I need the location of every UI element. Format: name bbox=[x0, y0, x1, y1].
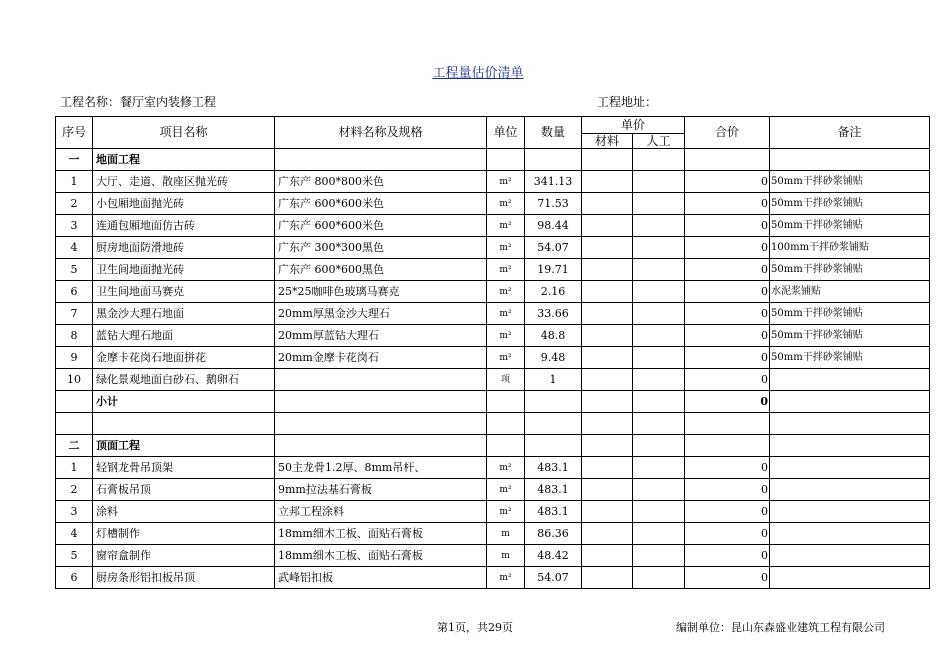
empty-cell bbox=[582, 391, 633, 413]
table-row bbox=[56, 303, 930, 325]
row-seq: 1 bbox=[56, 457, 93, 479]
row-material-price bbox=[582, 237, 633, 259]
table-row bbox=[56, 567, 930, 589]
row-item-name: 涂料 bbox=[93, 501, 275, 523]
subtotal-label: 小计 bbox=[93, 391, 275, 413]
section-number: 二 bbox=[56, 435, 93, 457]
row-remark bbox=[770, 457, 930, 479]
row-quantity: 483.1 bbox=[525, 479, 582, 501]
row-total: 0 bbox=[685, 325, 770, 347]
row-seq: 8 bbox=[56, 325, 93, 347]
row-item-name: 卫生间地面马赛克 bbox=[93, 281, 275, 303]
empty-cell bbox=[770, 413, 930, 435]
empty-cell bbox=[633, 435, 685, 457]
row-item-name: 轻钢龙骨吊顶架 bbox=[93, 457, 275, 479]
row-total: 0 bbox=[685, 193, 770, 215]
row-material-spec: 广东产 600*600米色 bbox=[275, 215, 487, 237]
blank-row bbox=[56, 413, 930, 435]
table-row bbox=[56, 479, 930, 501]
empty-cell bbox=[582, 413, 633, 435]
row-material-spec: 广东产 800*800米色 bbox=[275, 171, 487, 193]
row-item-name: 厨房条形铝扣板吊顶 bbox=[93, 567, 275, 589]
row-seq: 10 bbox=[56, 369, 93, 391]
row-unit: m² bbox=[487, 567, 525, 589]
row-total: 0 bbox=[685, 567, 770, 589]
row-quantity: 483.1 bbox=[525, 457, 582, 479]
header-labor: 人工 bbox=[633, 134, 685, 149]
row-seq: 4 bbox=[56, 523, 93, 545]
section-number: 一 bbox=[56, 149, 93, 171]
row-seq: 6 bbox=[56, 567, 93, 589]
empty-cell bbox=[770, 435, 930, 457]
row-material-spec: 武峰铝扣板 bbox=[275, 567, 487, 589]
row-material-price bbox=[582, 545, 633, 567]
header-remark: 备注 bbox=[770, 117, 930, 149]
row-remark bbox=[770, 369, 930, 391]
empty-cell bbox=[487, 149, 525, 171]
empty-cell bbox=[525, 391, 582, 413]
table-row bbox=[56, 545, 930, 567]
row-unit: m bbox=[487, 523, 525, 545]
page-number: 第1页，共29页 bbox=[437, 621, 513, 634]
row-material-price bbox=[582, 501, 633, 523]
row-item-name: 金摩卡花岗石地面拼花 bbox=[93, 347, 275, 369]
row-item-name: 灯槽制作 bbox=[93, 523, 275, 545]
row-material-price bbox=[582, 347, 633, 369]
row-labor-price bbox=[633, 567, 685, 589]
header-unit: 单位 bbox=[487, 117, 525, 149]
row-total: 0 bbox=[685, 171, 770, 193]
row-unit: m² bbox=[487, 281, 525, 303]
section-name: 地面工程 bbox=[93, 149, 275, 171]
row-remark bbox=[770, 523, 930, 545]
row-item-name: 连通包厢地面仿古砖 bbox=[93, 215, 275, 237]
table-row bbox=[56, 347, 930, 369]
row-quantity: 9.48 bbox=[525, 347, 582, 369]
row-unit: m² bbox=[487, 501, 525, 523]
row-seq: 1 bbox=[56, 171, 93, 193]
row-remark: 水泥浆铺贴 bbox=[770, 281, 930, 303]
row-item-name: 卫生间地面抛光砖 bbox=[93, 259, 275, 281]
row-labor-price bbox=[633, 193, 685, 215]
row-remark bbox=[770, 479, 930, 501]
row-quantity: 48.8 bbox=[525, 325, 582, 347]
row-quantity: 54.07 bbox=[525, 237, 582, 259]
row-remark: 50mm干拌砂浆铺贴 bbox=[770, 171, 930, 193]
row-seq: 3 bbox=[56, 215, 93, 237]
empty-cell bbox=[93, 413, 275, 435]
row-material-price bbox=[582, 259, 633, 281]
row-total: 0 bbox=[685, 457, 770, 479]
table-row bbox=[56, 237, 930, 259]
row-remark: 50mm干拌砂浆铺贴 bbox=[770, 325, 930, 347]
row-total: 0 bbox=[685, 369, 770, 391]
row-seq: 5 bbox=[56, 545, 93, 567]
empty-cell bbox=[275, 149, 487, 171]
row-unit: 项 bbox=[487, 369, 525, 391]
row-seq: 2 bbox=[56, 479, 93, 501]
empty-cell bbox=[582, 149, 633, 171]
row-material-price bbox=[582, 193, 633, 215]
row-unit: m² bbox=[487, 215, 525, 237]
subtotal-value: 0 bbox=[685, 391, 770, 413]
row-material-spec: 20mm金摩卡花岗石 bbox=[275, 347, 487, 369]
row-item-name: 小包厢地面抛光砖 bbox=[93, 193, 275, 215]
row-labor-price bbox=[633, 215, 685, 237]
empty-cell bbox=[633, 413, 685, 435]
row-seq: 2 bbox=[56, 193, 93, 215]
row-seq: 7 bbox=[56, 303, 93, 325]
row-material-spec: 25*25咖啡色玻璃马赛克 bbox=[275, 281, 487, 303]
row-remark: 50mm干拌砂浆铺贴 bbox=[770, 215, 930, 237]
header-quantity: 数量 bbox=[525, 117, 582, 149]
row-material-price bbox=[582, 325, 633, 347]
row-seq: 6 bbox=[56, 281, 93, 303]
row-seq: 3 bbox=[56, 501, 93, 523]
row-material-spec bbox=[275, 369, 487, 391]
empty-cell bbox=[275, 435, 487, 457]
row-seq: 5 bbox=[56, 259, 93, 281]
row-total: 0 bbox=[685, 347, 770, 369]
empty-cell bbox=[487, 413, 525, 435]
row-quantity: 2.16 bbox=[525, 281, 582, 303]
row-labor-price bbox=[633, 347, 685, 369]
estimate-table bbox=[55, 116, 930, 589]
row-quantity: 86.36 bbox=[525, 523, 582, 545]
empty-cell bbox=[582, 435, 633, 457]
row-total: 0 bbox=[685, 281, 770, 303]
table-row bbox=[56, 501, 930, 523]
header-material: 材料 bbox=[582, 134, 633, 149]
row-labor-price bbox=[633, 259, 685, 281]
row-labor-price bbox=[633, 523, 685, 545]
empty-cell bbox=[487, 391, 525, 413]
row-quantity: 54.07 bbox=[525, 567, 582, 589]
row-material-spec: 20mm厚蓝钻大理石 bbox=[275, 325, 487, 347]
row-labor-price bbox=[633, 325, 685, 347]
row-quantity: 48.42 bbox=[525, 545, 582, 567]
row-labor-price bbox=[633, 479, 685, 501]
header-unit-price: 单价 bbox=[582, 117, 685, 134]
document-title: 工程量估价清单 bbox=[432, 66, 524, 81]
row-quantity: 19.71 bbox=[525, 259, 582, 281]
row-material-price bbox=[582, 303, 633, 325]
row-material-spec: 20mm厚黑金沙大理石 bbox=[275, 303, 487, 325]
row-item-name: 黑金沙大理石地面 bbox=[93, 303, 275, 325]
row-quantity: 1 bbox=[525, 369, 582, 391]
empty-cell bbox=[685, 413, 770, 435]
row-remark bbox=[770, 545, 930, 567]
row-remark: 50mm干拌砂浆铺贴 bbox=[770, 303, 930, 325]
row-material-price bbox=[582, 457, 633, 479]
row-material-price bbox=[582, 479, 633, 501]
row-unit: m² bbox=[487, 479, 525, 501]
row-seq: 9 bbox=[56, 347, 93, 369]
empty-cell bbox=[525, 413, 582, 435]
row-material-spec: 18mm细木工板、面贴石膏板 bbox=[275, 523, 487, 545]
project-address: 工程地址： bbox=[597, 95, 658, 109]
row-labor-price bbox=[633, 369, 685, 391]
row-seq: 4 bbox=[56, 237, 93, 259]
empty-cell bbox=[487, 435, 525, 457]
row-item-name: 厨房地面防滑地砖 bbox=[93, 237, 275, 259]
table-row bbox=[56, 171, 930, 193]
row-material-price bbox=[582, 369, 633, 391]
row-quantity: 71.53 bbox=[525, 193, 582, 215]
row-remark bbox=[770, 501, 930, 523]
header-total: 合价 bbox=[685, 117, 770, 149]
row-unit: m² bbox=[487, 347, 525, 369]
row-quantity: 483.1 bbox=[525, 501, 582, 523]
row-unit: m² bbox=[487, 171, 525, 193]
header-material-spec: 材料名称及规格 bbox=[275, 117, 487, 149]
section-row bbox=[56, 435, 930, 457]
row-remark: 50mm干拌砂浆铺贴 bbox=[770, 347, 930, 369]
empty-cell bbox=[275, 391, 487, 413]
row-item-name: 绿化景观地面白砂石、鹅卵石 bbox=[93, 369, 275, 391]
header-row bbox=[56, 117, 930, 134]
row-material-price bbox=[582, 281, 633, 303]
row-total: 0 bbox=[685, 479, 770, 501]
row-material-spec: 广东产 600*600黑色 bbox=[275, 259, 487, 281]
row-labor-price bbox=[633, 501, 685, 523]
subtotal-row bbox=[56, 391, 930, 413]
row-labor-price bbox=[633, 303, 685, 325]
table-row bbox=[56, 259, 930, 281]
row-material-price bbox=[582, 171, 633, 193]
row-item-name: 大厅、走道、散座区抛光砖 bbox=[93, 171, 275, 193]
row-remark: 50mm干拌砂浆铺贴 bbox=[770, 193, 930, 215]
row-item-name: 窗帘盒制作 bbox=[93, 545, 275, 567]
row-unit: m² bbox=[487, 457, 525, 479]
section-name: 顶面工程 bbox=[93, 435, 275, 457]
table-row bbox=[56, 325, 930, 347]
row-unit: m² bbox=[487, 303, 525, 325]
row-labor-price bbox=[633, 281, 685, 303]
row-material-price bbox=[582, 567, 633, 589]
row-quantity: 98.44 bbox=[525, 215, 582, 237]
row-item-name: 蓝钻大理石地面 bbox=[93, 325, 275, 347]
project-name: 工程名称：餐厅室内装修工程 bbox=[60, 95, 217, 109]
row-labor-price bbox=[633, 457, 685, 479]
row-unit: m² bbox=[487, 259, 525, 281]
table-row bbox=[56, 281, 930, 303]
empty-cell bbox=[525, 435, 582, 457]
row-total: 0 bbox=[685, 303, 770, 325]
empty-cell bbox=[56, 391, 93, 413]
row-material-spec: 9mm拉法基石膏板 bbox=[275, 479, 487, 501]
compiling-organization: 编制单位：昆山东森盛业建筑工程有限公司 bbox=[676, 621, 885, 634]
row-total: 0 bbox=[685, 501, 770, 523]
table-row bbox=[56, 215, 930, 237]
header-item: 项目名称 bbox=[93, 117, 275, 149]
row-labor-price bbox=[633, 237, 685, 259]
row-quantity: 341.13 bbox=[525, 171, 582, 193]
row-labor-price bbox=[633, 171, 685, 193]
row-material-spec: 广东产 600*600米色 bbox=[275, 193, 487, 215]
row-unit: m² bbox=[487, 193, 525, 215]
table-row bbox=[56, 457, 930, 479]
table-row bbox=[56, 193, 930, 215]
row-quantity: 33.66 bbox=[525, 303, 582, 325]
row-material-spec: 50主龙骨1.2厚、8mm吊杆、 bbox=[275, 457, 487, 479]
row-material-spec: 广东产 300*300黑色 bbox=[275, 237, 487, 259]
empty-cell bbox=[770, 391, 930, 413]
empty-cell bbox=[525, 149, 582, 171]
empty-cell bbox=[633, 149, 685, 171]
row-total: 0 bbox=[685, 237, 770, 259]
row-remark bbox=[770, 567, 930, 589]
row-total: 0 bbox=[685, 215, 770, 237]
empty-cell bbox=[685, 149, 770, 171]
header-seq: 序号 bbox=[56, 117, 93, 149]
empty-cell bbox=[770, 149, 930, 171]
row-total: 0 bbox=[685, 523, 770, 545]
empty-cell bbox=[56, 413, 93, 435]
section-row bbox=[56, 149, 930, 171]
row-material-price bbox=[582, 215, 633, 237]
row-remark: 50mm干拌砂浆铺贴 bbox=[770, 259, 930, 281]
row-labor-price bbox=[633, 545, 685, 567]
row-remark: 100mm干拌砂浆铺贴 bbox=[770, 237, 930, 259]
row-material-spec: 18mm细木工板、面贴石膏板 bbox=[275, 545, 487, 567]
row-unit: m bbox=[487, 545, 525, 567]
empty-cell bbox=[685, 435, 770, 457]
empty-cell bbox=[275, 413, 487, 435]
row-total: 0 bbox=[685, 545, 770, 567]
row-unit: m² bbox=[487, 325, 525, 347]
table-row bbox=[56, 523, 930, 545]
row-material-price bbox=[582, 523, 633, 545]
row-unit: m² bbox=[487, 237, 525, 259]
empty-cell bbox=[633, 391, 685, 413]
row-item-name: 石膏板吊顶 bbox=[93, 479, 275, 501]
table-row bbox=[56, 369, 930, 391]
row-total: 0 bbox=[685, 259, 770, 281]
row-material-spec: 立邦工程涂料 bbox=[275, 501, 487, 523]
